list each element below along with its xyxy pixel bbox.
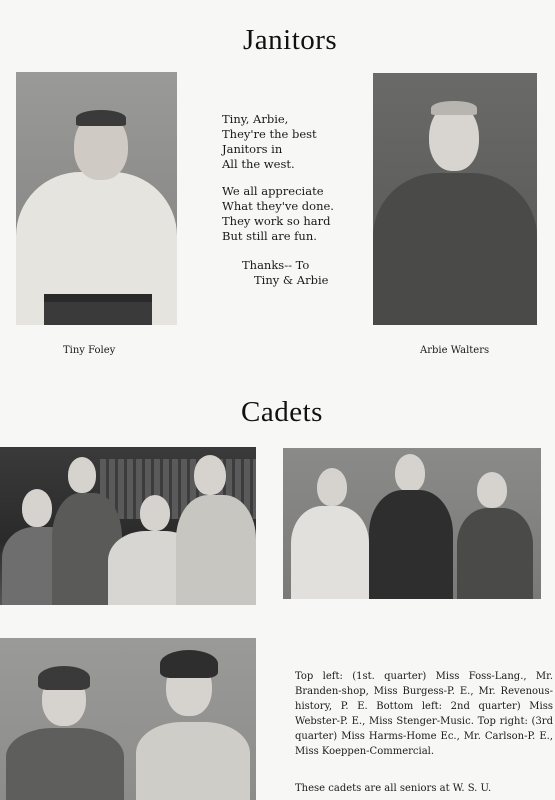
figure-shirt xyxy=(373,173,537,325)
photo-cadets-top-left xyxy=(0,447,256,605)
figure-hair xyxy=(76,110,126,126)
figure-jacket xyxy=(176,495,256,605)
caption-tiny-foley: Tiny Foley xyxy=(63,345,116,356)
figure-head xyxy=(317,468,347,506)
photo-arbie-walters xyxy=(373,73,537,325)
poem-stanza-1: Tiny, Arbie, They're the best Janitors in All the west. xyxy=(222,112,317,171)
figure-trousers xyxy=(44,302,152,325)
photo-cadets-top-right xyxy=(283,448,541,599)
photo-tiny-foley xyxy=(16,72,177,325)
figure-head xyxy=(68,457,96,493)
figure-suit xyxy=(369,490,453,599)
figure-sweater xyxy=(6,728,124,800)
poem-thanks-line-1: Thanks-- To xyxy=(242,258,310,272)
janitors-heading: Janitors xyxy=(243,24,338,56)
figure-sweater xyxy=(457,508,533,599)
figure-head xyxy=(395,454,425,492)
figure-hair xyxy=(160,650,218,678)
poem-thanks-line-2: Tiny & Arbie xyxy=(254,273,329,287)
figure-cardigan xyxy=(291,506,369,599)
figure-hair xyxy=(38,666,90,690)
caption-arbie-walters: Arbie Walters xyxy=(420,345,490,356)
cadets-credits: Top left: (1st. quarter) Miss Foss-Lang., Mr. Branden-shop, Miss Burgess-P. E., Mr. Revenous-history, P. E. Bottom left: 2nd quarter) Miss Webster-P. E., Miss Stenger-Music. Top right: (3rd quarter) Miss Harms-Home Ec., Mr. Carlson-P. E., Miss Koeppen-Commercial. xyxy=(295,671,553,757)
photo-cadets-bottom-left xyxy=(0,638,256,800)
poem-stanza-2: We all appreciate What they've done. They work so hard But still are fun. xyxy=(222,184,334,243)
figure-dress xyxy=(136,722,250,800)
figure-hair xyxy=(431,101,477,115)
figure-head xyxy=(140,495,170,531)
figure-head xyxy=(194,455,226,495)
figure-belt xyxy=(44,294,152,302)
figure-head xyxy=(22,489,52,527)
cadets-heading: Cadets xyxy=(241,396,323,428)
cadets-footer: These cadets are all seniors at W. S. U. xyxy=(295,783,492,794)
figure-head xyxy=(477,472,507,508)
